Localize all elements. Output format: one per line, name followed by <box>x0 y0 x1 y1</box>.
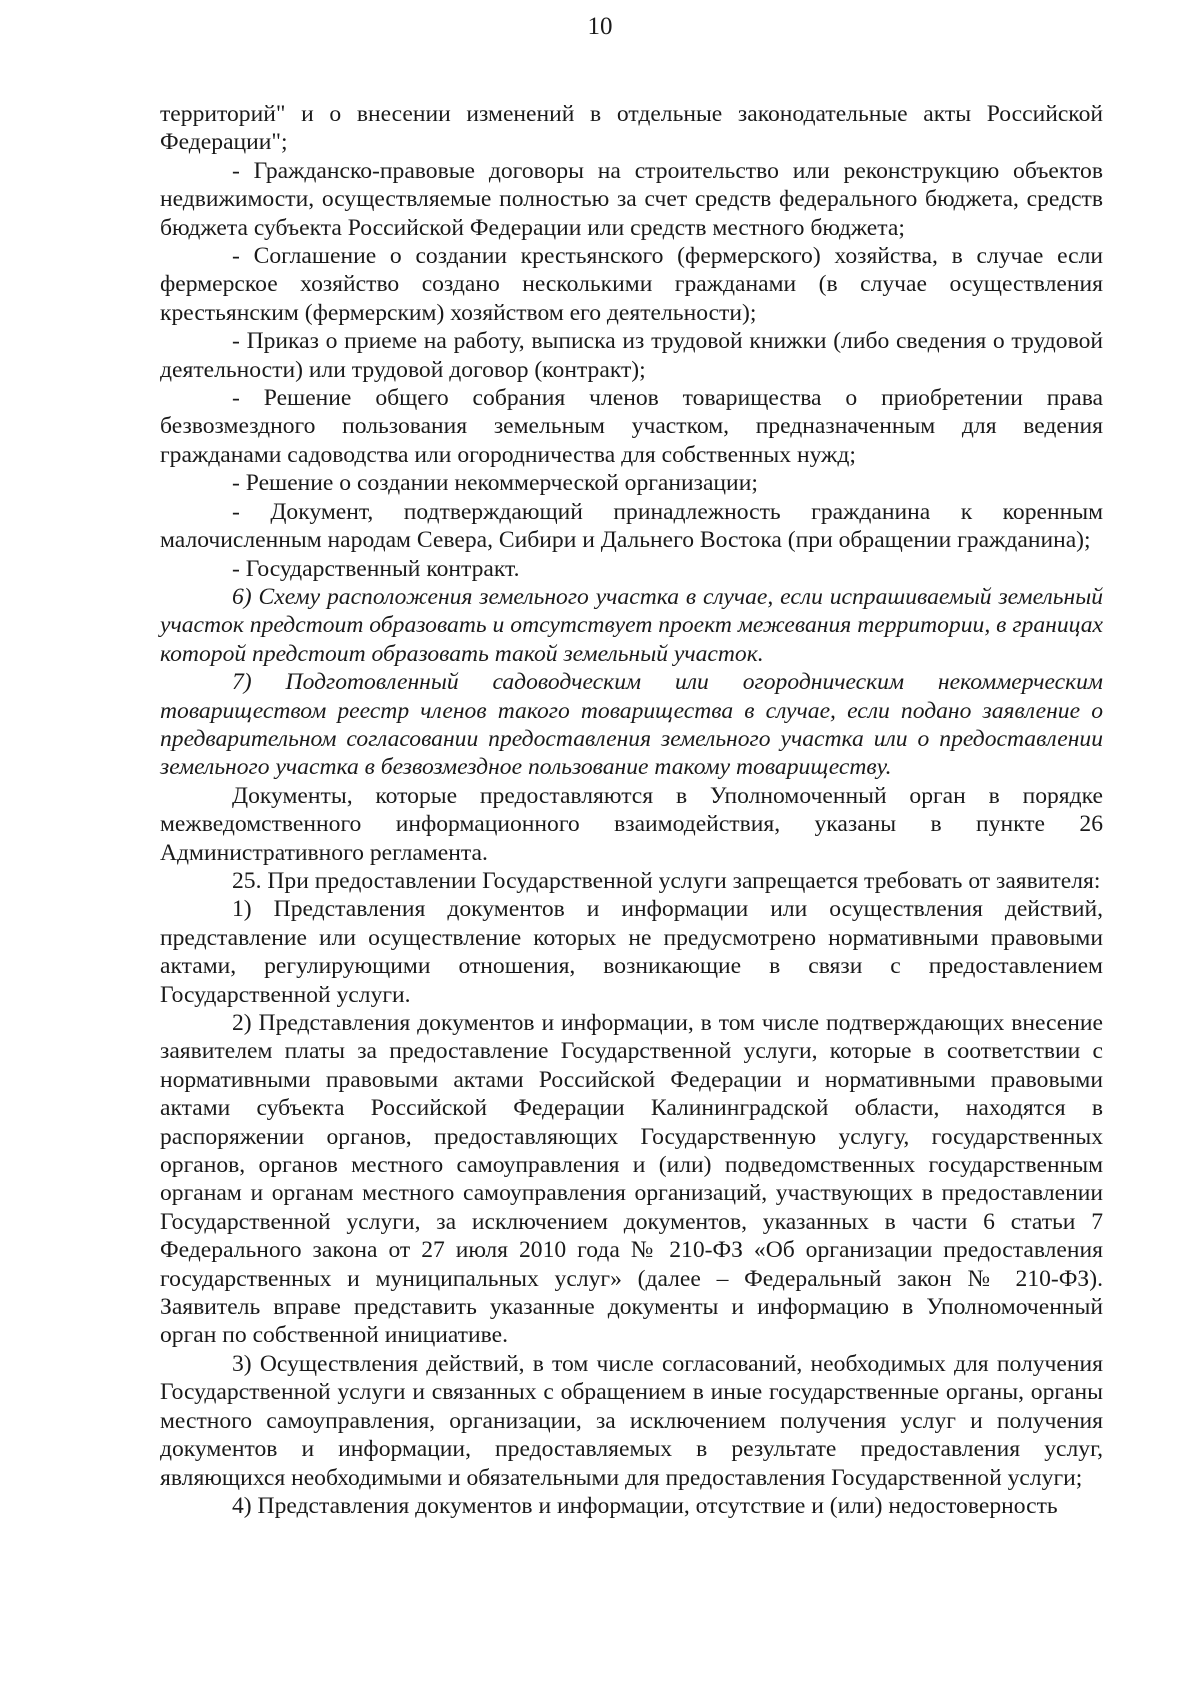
list-item-farm-agreement: - Соглашение о создании крестьянского (фермерского) хозяйства, в случае если фермерское хозяйство создано несколькими гражданами (в случае осуществления крестьянским (фермерским) хозяйством его деятельности); <box>160 243 1103 326</box>
paragraph-section-25: 25. При предоставлении Государственной услуги запрещается требовать от заявителя: <box>232 867 1101 894</box>
paragraph-25-item-4: 4) Представления документов и информации, отсутствие и (или) недостоверность <box>232 1492 1058 1519</box>
list-item-civil-contracts: - Гражданско-правовые договоры на строительство или реконструкцию объектов недвижимости, осуществляемые полностью за счет средств федерального бюджета, средств бюджета субъекта Российской Федерации или средств местного бюджета; <box>160 157 1103 241</box>
paragraph-25-item-1: 1) Представления документов и информации или осуществления действий, представление или осуществление которых не предусмотрено нормативными правовыми актами, регулирующими отношения, возникающие в связи с предоставлением Государственной услуги. <box>160 896 1103 1008</box>
paragraph-continuation: территорий" и о внесении изменений в отдельные законодательные акты Российской Федерации"; <box>160 101 1103 156</box>
list-item-indigenous-document: - Документ, подтверждающий принадлежность гражданина к коренным малочисленным народам Севера, Сибири и Дальнего Востока (при обращении гражданина); <box>160 498 1103 554</box>
list-item-partnership-decision: - Решение общего собрания членов товарищества о приобретении права безвозмездного пользования земельным участком, предназначенным для ведения гражданами садоводства или огородничества для собственных нужд; <box>160 385 1103 468</box>
list-item-nonprofit-decision: - Решение о создании некоммерческой организации; <box>232 470 758 497</box>
list-item-employment-order: - Приказ о приеме на работу, выписка из трудовой книжки (либо сведения о трудовой деятельности) или трудовой договор (контракт); <box>160 328 1103 383</box>
list-item-state-contract: - Государственный контракт. <box>232 555 520 582</box>
document-body <box>160 100 1103 1520</box>
page-number: 10 <box>587 13 613 40</box>
paragraph-item-7: 7) Подготовленный садоводческим или огородническим некоммерческим товариществом реестр членов такого товарищества в случае, если подано заявление о предварительном согласовании предоставления земельного участка или о предоставлении земельного участка в безвозмездное пользование такому товариществу. <box>160 669 1103 781</box>
paragraph-25-item-2: 2) Представления документов и информации, в том числе подтверждающих внесение заявителем платы за предоставление Государственной услуги, которые в соответствии с нормативными правовыми актами Российской Федерации и нормативными правовыми актами субъекта Российской Федерации Калининградской области, находятся в распоряжении органов, предоставляющих Государственную услугу, государственных органов, органов местного самоуправления и (или) подведомственных государственным органам и органам местного самоуправления организаций, участвующих в предоставлении Государственной услуги, за исключением документов, указанных в части 6 статьи 7 Федерального закона от 27 июля 2010 года № 210-ФЗ «Об организации предоставления государственных и муниципальных услуг» (далее – Федеральный закон № 210-ФЗ). Заявитель вправе представить указанные документы и информацию в Уполномоченный орган по собственной инициативе. <box>160 1010 1103 1349</box>
paragraph-25-item-3: 3) Осуществления действий, в том числе согласований, необходимых для получения Государственной услуги и связанных с обращением в иные государственные органы, органы местного самоуправления, организации, за исключением получения услуг и получения документов и информации, предоставляемых в результате предоставления услуг, являющихся необходимыми и обязательными для предоставления Государственной услуги; <box>160 1350 1103 1491</box>
paragraph-item-6: 6) Схему расположения земельного участка в случае, если испрашиваемый земельный участок предстоит образовать и отсутствует проект межевания территории, в границах которой предстоит образовать такой земельный участок. <box>160 583 1103 667</box>
paragraph-interagency-docs: Документы, которые предоставляются в Уполномоченный орган в порядке межведомственного информационного взаимодействия, указаны в пункте 26 Административного регламента. <box>160 782 1103 866</box>
